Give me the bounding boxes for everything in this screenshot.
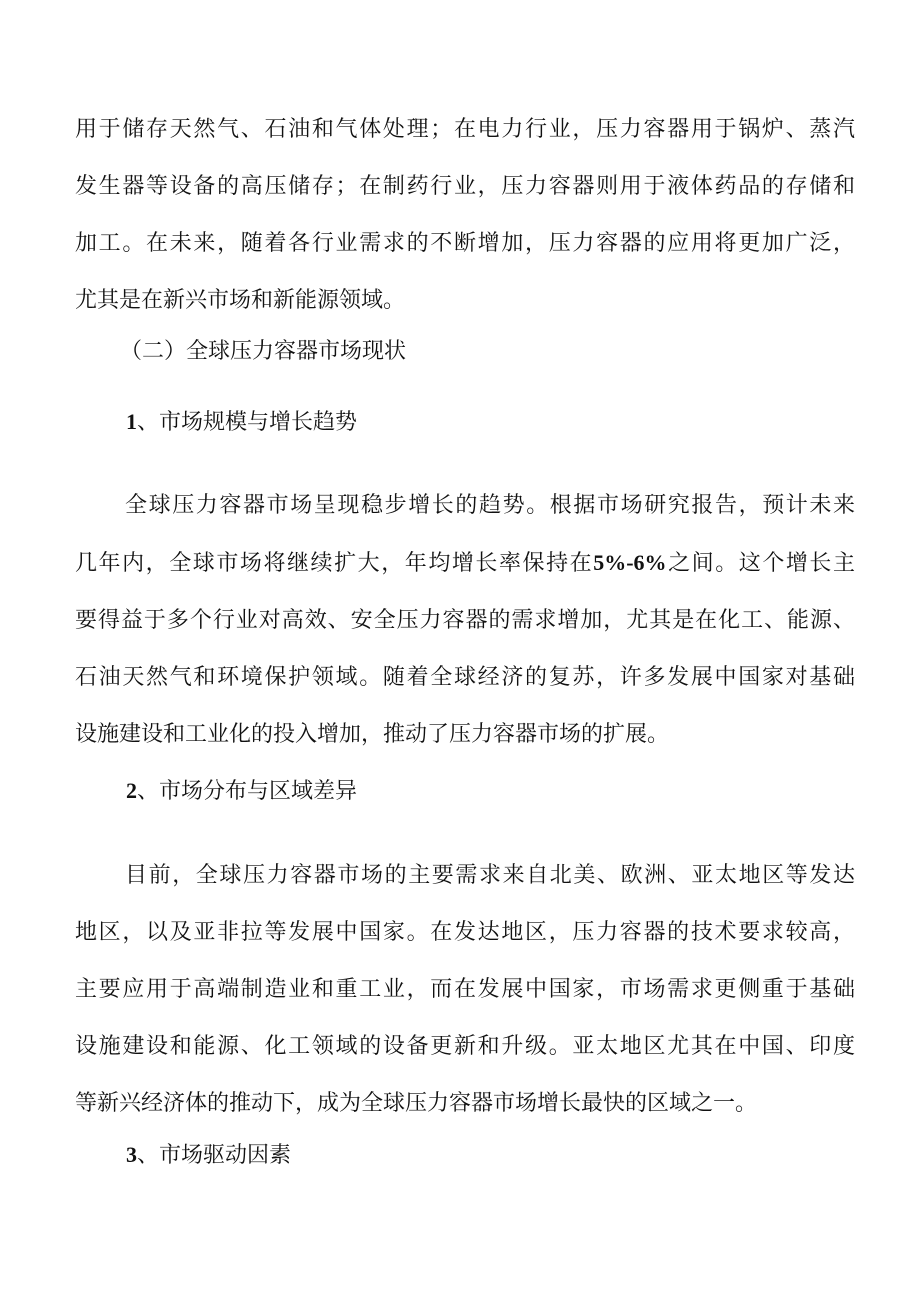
paragraph-line: 主要应用于高端制造业和重工业，而在发展中国家，市场需求更侧重于基础 bbox=[75, 977, 855, 1002]
paragraph-line: 等新兴经济体的推动下，成为全球压力容器市场增长最快的区域之一。 bbox=[75, 1091, 758, 1116]
paragraph-line: 地区，以及亚非拉等发展中国家。在发达地区，压力容器的技术要求较高， bbox=[75, 920, 855, 945]
subsection-number: 3 bbox=[126, 1142, 137, 1167]
paragraph-line: 尤其是在新兴市场和新能源领域。 bbox=[75, 288, 406, 313]
paragraph-market-size bbox=[75, 477, 855, 763]
growth-rate-value: 5%-6% bbox=[593, 550, 667, 575]
subsection-title: 、市场驱动因素 bbox=[137, 1143, 292, 1168]
paragraph-line: 石油天然气和环境保护领域。随着全球经济的复苏，许多发展中国家对基础 bbox=[75, 665, 855, 690]
section-heading: （二）全球压力容器市场现状 bbox=[120, 339, 407, 364]
subsection-number: 1 bbox=[126, 409, 137, 434]
subsection-title: 、市场规模与增长趋势 bbox=[137, 410, 358, 435]
subsection-heading-2 bbox=[126, 776, 357, 807]
paragraph-line: 加工。在未来，随着各行业需求的不断增加，压力容器的应用将更加广泛， bbox=[75, 231, 855, 256]
paragraph-line: 发生器等设备的高压储存；在制药行业，压力容器则用于液体药品的存储和 bbox=[75, 174, 855, 199]
paragraph-line: 要得益于多个行业对高效、安全压力容器的需求增加，尤其是在化工、能源、 bbox=[75, 608, 855, 633]
subsection-heading-3 bbox=[126, 1140, 291, 1171]
paragraph-line: 用于储存天然气、石油和气体处理；在电力行业，压力容器用于锅炉、蒸汽 bbox=[75, 117, 855, 142]
paragraph-line: 设施建设和工业化的投入增加，推动了压力容器市场的扩展。 bbox=[75, 722, 670, 747]
paragraph-line: 目前，全球压力容器市场的主要需求来自北美、欧洲、亚太地区等发达 bbox=[125, 863, 855, 888]
paragraph-continuation bbox=[75, 101, 855, 329]
paragraph-line: 几年内，全球市场将继续扩大，年均增长率保持在5%-6%之间。这个增长主 bbox=[75, 550, 855, 576]
subsection-title: 、市场分布与区域差异 bbox=[137, 779, 358, 804]
paragraph-line: 设施建设和能源、化工领域的设备更新和升级。亚太地区尤其在中国、印度 bbox=[75, 1034, 855, 1059]
subsection-number: 2 bbox=[126, 778, 137, 803]
subsection-heading-1 bbox=[126, 407, 357, 438]
paragraph-market-distribution bbox=[75, 847, 855, 1132]
paragraph-line: 全球压力容器市场呈现稳步增长的趋势。根据市场研究报告，预计未来 bbox=[125, 493, 855, 518]
